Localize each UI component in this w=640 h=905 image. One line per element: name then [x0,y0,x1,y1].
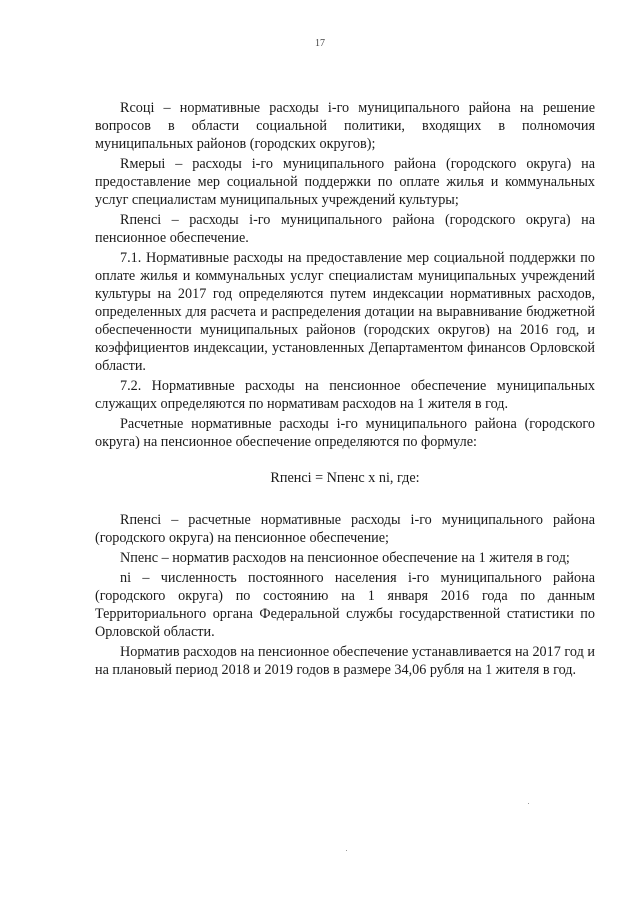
definition-npens: Nпенс – норматив расходов на пенсионное обеспечение на 1 жителя в год; [120,550,570,566]
paragraph-section-7-1: 7.1. Нормативные расходы на предоставление мер социальной поддержки по оплате жилья и коммунальных услуг специалистам муниципальных учреждений культуры на 2017 год определяются путем индексации нормативных расходов, определенных для расчета и распределения дотации на выравнивание бюджетной обеспеченности муниципальных районов (городских округов) на 2016 год, и коэффициентов индексации, установленных Департаментом финансов Орловской области. [95,250,595,374]
paragraph-rmery-definition: Rмерыі – расходы і-го муниципального района (городского округа) на предоставление мер социальной поддержки по оплате жилья и коммунальных услуг специалистам муниципальных учреждений культуры; [95,156,595,208]
paragraph-norm-amount: Норматив расходов на пенсионное обеспечение устанавливается на 2017 год и на плановый период 2018 и 2019 годов в размере 34,06 рубля на 1 жителя в год. [95,644,595,678]
paragraph-section-7-2: 7.2. Нормативные расходы на пенсионное обеспечение муниципальных служащих определяются по нормативам расходов на 1 жителя в год. [95,378,595,412]
scan-speck [528,803,529,804]
paragraph-rsoc-definition: Rсоці – нормативные расходы і-го муниципального района на решение вопросов в области социальной политики, входящих в полномочия муниципальных районов (городских округов); [95,100,595,152]
formula: Rпенсі = Nпенс х ni, где: [270,470,420,486]
page-number: 17 [315,38,325,49]
paragraph-rpens-definition: Rпенсі – расходы і-го муниципального района (городского округа) на пенсионное обеспечение. [95,212,595,246]
document-body [95,99,595,681]
scan-speck [346,850,347,851]
paragraph-formula-intro: Расчетные нормативные расходы і-го муниципального района (городского округа) на пенсионное обеспечение определяются по формуле: [95,416,595,450]
definition-rpens: Rпенсі – расчетные нормативные расходы і-го муниципального района (городского округа) на пенсионное обеспечение; [95,512,595,546]
definition-ni: ni – численность постоянного населения і-го муниципального района (городского округа) по состоянию на 1 января 2016 года по данным Территориального органа Федеральной службы государственной статистики по Орловской области. [95,570,595,640]
